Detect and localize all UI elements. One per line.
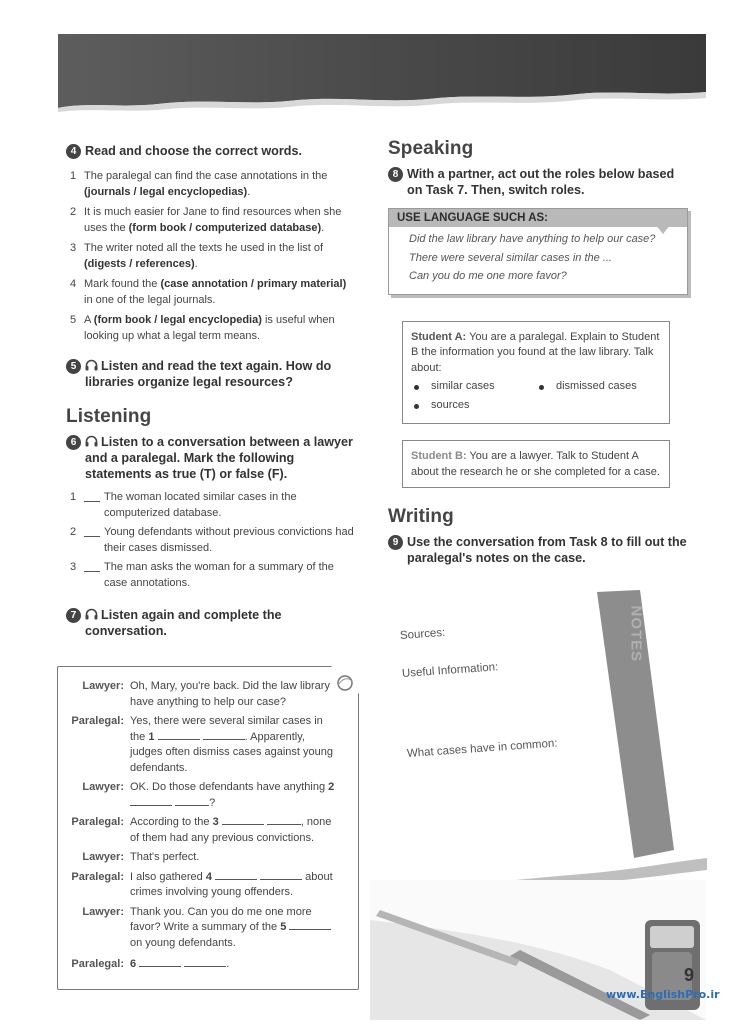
conversation-line: Lawyer: Thank you. Can you do me one more favor? Write a summary of the 5 on young defendants.: [66, 905, 356, 952]
listening-title: Listening: [66, 406, 152, 427]
conversation-line: Paralegal: According to the 3 , none of them had any previous convictions.: [71, 816, 332, 844]
answer-blank[interactable]: [267, 815, 301, 825]
task-4-heading: [66, 143, 356, 159]
list-item: similar cases: [411, 379, 536, 395]
list-item: 2 Young defendants without previous convictions had their cases dismissed.: [70, 526, 354, 554]
student-a-text: You are a paralegal. Explain to Student B the information you found at the law library. Talk about:: [411, 330, 660, 374]
answer-blank[interactable]: [84, 526, 100, 537]
notes-field-useful-info[interactable]: Useful Information:: [401, 661, 499, 680]
task-4-items: [66, 169, 356, 344]
answer-blank[interactable]: [184, 957, 226, 967]
answer-blank[interactable]: [158, 730, 200, 740]
right-column: [388, 138, 688, 566]
language-box-heading: USE LANGUAGE SUCH AS:: [389, 209, 687, 227]
language-line: There were several similar cases in the ...: [409, 251, 612, 264]
student-a-label: Student A:: [411, 330, 467, 343]
task-9-instruction: Use the conversation from Task 8 to fill out the paralegal's notes on the case.: [407, 535, 687, 565]
notes-field-sources[interactable]: Sources:: [399, 626, 446, 642]
task-6-instruction: Listen to a conversation between a lawyer and a paralegal. Mark the following statements as true (T) or false (F).: [85, 435, 353, 481]
task-4-instruction: Read and choose the correct words.: [85, 144, 302, 158]
writing-title: Writing: [388, 506, 454, 527]
answer-blank[interactable]: [203, 730, 245, 740]
answer-blank[interactable]: [175, 796, 209, 806]
conversation-line: Lawyer: That's perfect.: [82, 851, 200, 863]
task-number-badge: 6: [66, 435, 81, 450]
language-line: Did the law library have anything to help our case?: [409, 233, 656, 245]
student-b-text: You are a lawyer. Talk to Student A about the research he or she completed for a case.: [411, 450, 660, 478]
notes-tab-label: [628, 606, 645, 622]
answer-blank[interactable]: [289, 920, 331, 930]
language-line: Can you do me one more favor?: [409, 270, 567, 282]
student-b-card: [402, 440, 670, 488]
task-6-heading: [66, 434, 356, 482]
task-number-badge: 5: [66, 359, 81, 374]
list-item: 3 The writer noted all the texts he used in the list of (digests / references).: [70, 242, 324, 270]
headphones-icon: [85, 435, 98, 447]
conversation-line: Lawyer: OK. Do those defendants have anything 2 ?: [82, 781, 335, 809]
task-5-instruction: Listen and read the text again. How do libraries organize legal resources?: [85, 359, 332, 389]
speaking-title: Speaking: [388, 138, 474, 159]
answer-blank[interactable]: [215, 870, 257, 880]
conversation-line: Paralegal: 6 .: [71, 958, 230, 970]
conversation-card: [57, 666, 359, 990]
top-banner: [58, 34, 706, 112]
answer-blank[interactable]: [84, 561, 100, 572]
list-item: 2 It is much easier for Jane to find resources when she uses the (form book / computerized database).: [70, 206, 342, 234]
page-number: 9: [683, 965, 694, 985]
student-a-topics: [411, 379, 661, 416]
headphones-icon: [85, 608, 98, 620]
list-item: 5 A (form book / legal encyclopedia) is useful when looking up what a legal term means.: [70, 314, 335, 342]
language-box: [388, 208, 688, 295]
student-b-label: Student B:: [411, 450, 467, 462]
notes-field-cases-common[interactable]: What cases have in common:: [406, 737, 558, 760]
watermark-link[interactable]: www.EnglishPro.ir: [606, 988, 720, 1001]
language-lines: [389, 227, 687, 294]
speech-pointer-icon: [655, 224, 671, 234]
task-8-heading: [388, 166, 688, 198]
conversation-lines: [66, 679, 356, 977]
left-column: [66, 143, 356, 639]
task-9-heading: [388, 534, 688, 566]
list-item: dismissed cases: [536, 379, 661, 395]
task-6-items: [66, 490, 356, 591]
task-7-instruction: Listen again and complete the conversation.: [85, 608, 282, 638]
answer-blank[interactable]: [222, 815, 264, 825]
answer-blank[interactable]: [139, 957, 181, 967]
list-item: 3 The man asks the woman for a summary of the case annotations.: [70, 561, 334, 589]
answer-blank[interactable]: [130, 796, 172, 806]
task-8-instruction: With a partner, act out the roles below based on Task 7. Then, switch roles.: [407, 167, 675, 197]
task-number-badge: 9: [388, 535, 403, 550]
list-item: 4 Mark found the (case annotation / primary material) in one of the legal journals.: [70, 278, 347, 306]
student-a-card: [402, 321, 670, 425]
task-number-badge: 4: [66, 144, 81, 159]
list-item: 1 The paralegal can find the case annotations in the (journals / legal encyclopedias).: [70, 170, 328, 198]
answer-blank[interactable]: [260, 870, 302, 880]
conversation-line: Lawyer: Oh, Mary, you're back. Did the law library have anything to help our case?: [82, 680, 330, 708]
task-number-badge: 7: [66, 608, 81, 623]
headphones-icon: [85, 359, 98, 371]
conversation-line: Paralegal: Yes, there were several similar cases in the 1 . Apparently, judges often dismiss cases against young defendants.: [71, 715, 334, 774]
list-item: sources: [411, 398, 536, 414]
conversation-line: Paralegal: I also gathered 4 about crimes involving young offenders.: [71, 870, 333, 898]
task-7-heading: [66, 607, 356, 639]
answer-blank[interactable]: [84, 491, 100, 502]
task-number-badge: 8: [388, 167, 403, 182]
list-item: 1 The woman located similar cases in the computerized database.: [70, 491, 297, 519]
task-5-heading: [66, 358, 356, 390]
